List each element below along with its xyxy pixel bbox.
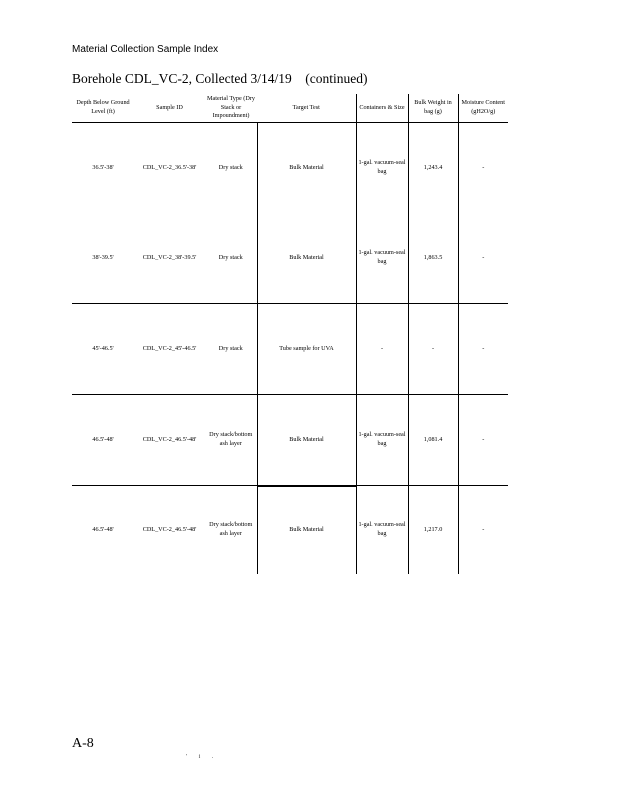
cell-sample-id: CDL_VC-2_45'-46.5' xyxy=(134,304,205,395)
sample-index-table xyxy=(72,94,508,574)
col-depth: Depth Below Ground Level (ft) xyxy=(72,94,134,123)
table-header-row xyxy=(72,94,508,123)
col-material-type: Material Type (Dry Stack or Impoundment) xyxy=(205,94,257,123)
cell-target-test: Bulk Material xyxy=(257,395,356,486)
cell-containers: 1-gal. vacuum-seal bag xyxy=(356,395,408,486)
table-row xyxy=(72,123,508,214)
cell-depth: 38'-39.5' xyxy=(92,253,114,261)
borehole-title: Borehole CDL_VC-2, Collected 3/14/19 (continued) xyxy=(72,71,368,86)
cell-sample-id: CDL_VC-2_36.5'-38' xyxy=(142,163,197,171)
cell-bulk-weight: 1,081.4 xyxy=(408,395,458,486)
cell-material-type: Dry stack/bottom ash layer xyxy=(205,486,257,575)
cell-material-type: Dry stack xyxy=(205,304,257,395)
cell-depth: 36.5'-38' xyxy=(92,163,114,171)
table-row xyxy=(72,213,508,304)
cell-target-test: Tube sample for UVA xyxy=(257,304,356,395)
cell-bulk-weight: - xyxy=(408,304,458,395)
cell-bulk-weight: 1,243.4 xyxy=(408,123,458,214)
cell-containers: 1-gal. vacuum-seal bag xyxy=(356,213,408,304)
col-moisture: Moisture Content (gH2O/g) xyxy=(458,94,508,123)
col-target-test: Target Test xyxy=(257,94,356,123)
cell-moisture: - xyxy=(458,486,508,575)
cell-sample-id: CDL_VC-2_38'-39.5' xyxy=(142,253,197,261)
cell-moisture: - xyxy=(458,304,508,395)
cell-target-test: Bulk Material xyxy=(257,486,356,575)
cell-containers: - xyxy=(356,304,408,395)
col-containers: Containers & Size xyxy=(356,94,408,123)
document-header: Material Collection Sample Index xyxy=(72,44,219,55)
table-row xyxy=(72,395,508,486)
col-sample-id: Sample ID xyxy=(134,94,205,123)
cell-bulk-weight: 1,863.5 xyxy=(408,213,458,304)
cell-sample-id: CDL_VC-2_46.5'-48' xyxy=(134,395,205,486)
footer-mark: ' i . xyxy=(186,754,219,760)
cell-moisture: - xyxy=(458,395,508,486)
cell-depth: 46.5'-48' xyxy=(72,486,134,575)
table-row xyxy=(72,486,508,575)
col-bulk-weight: Bulk Weight in bag (g) xyxy=(408,94,458,123)
table-row xyxy=(72,304,508,395)
cell-depth: 46.5'-48' xyxy=(72,395,134,486)
table-divider-line xyxy=(258,486,356,487)
cell-material-type: Dry stack/bottom ash layer xyxy=(205,395,257,486)
cell-moisture: - xyxy=(482,253,485,261)
page-number: A-8 xyxy=(72,736,94,751)
cell-depth: 45'-46.5' xyxy=(72,304,134,395)
cell-material-type: Dry stack xyxy=(205,213,257,304)
cell-containers: 1-gal. vacuum-seal bag xyxy=(356,486,408,575)
cell-containers: 1-gal. vacuum-seal bag xyxy=(356,123,408,214)
cell-bulk-weight: 1,217.0 xyxy=(408,486,458,575)
cell-sample-id: CDL_VC-2_46.5'-48' xyxy=(134,486,205,575)
cell-moisture: - xyxy=(482,163,485,171)
cell-target-test: Bulk Material xyxy=(257,123,356,214)
cell-material-type: Dry stack xyxy=(205,123,257,214)
cell-target-test: Bulk Material xyxy=(257,213,356,304)
